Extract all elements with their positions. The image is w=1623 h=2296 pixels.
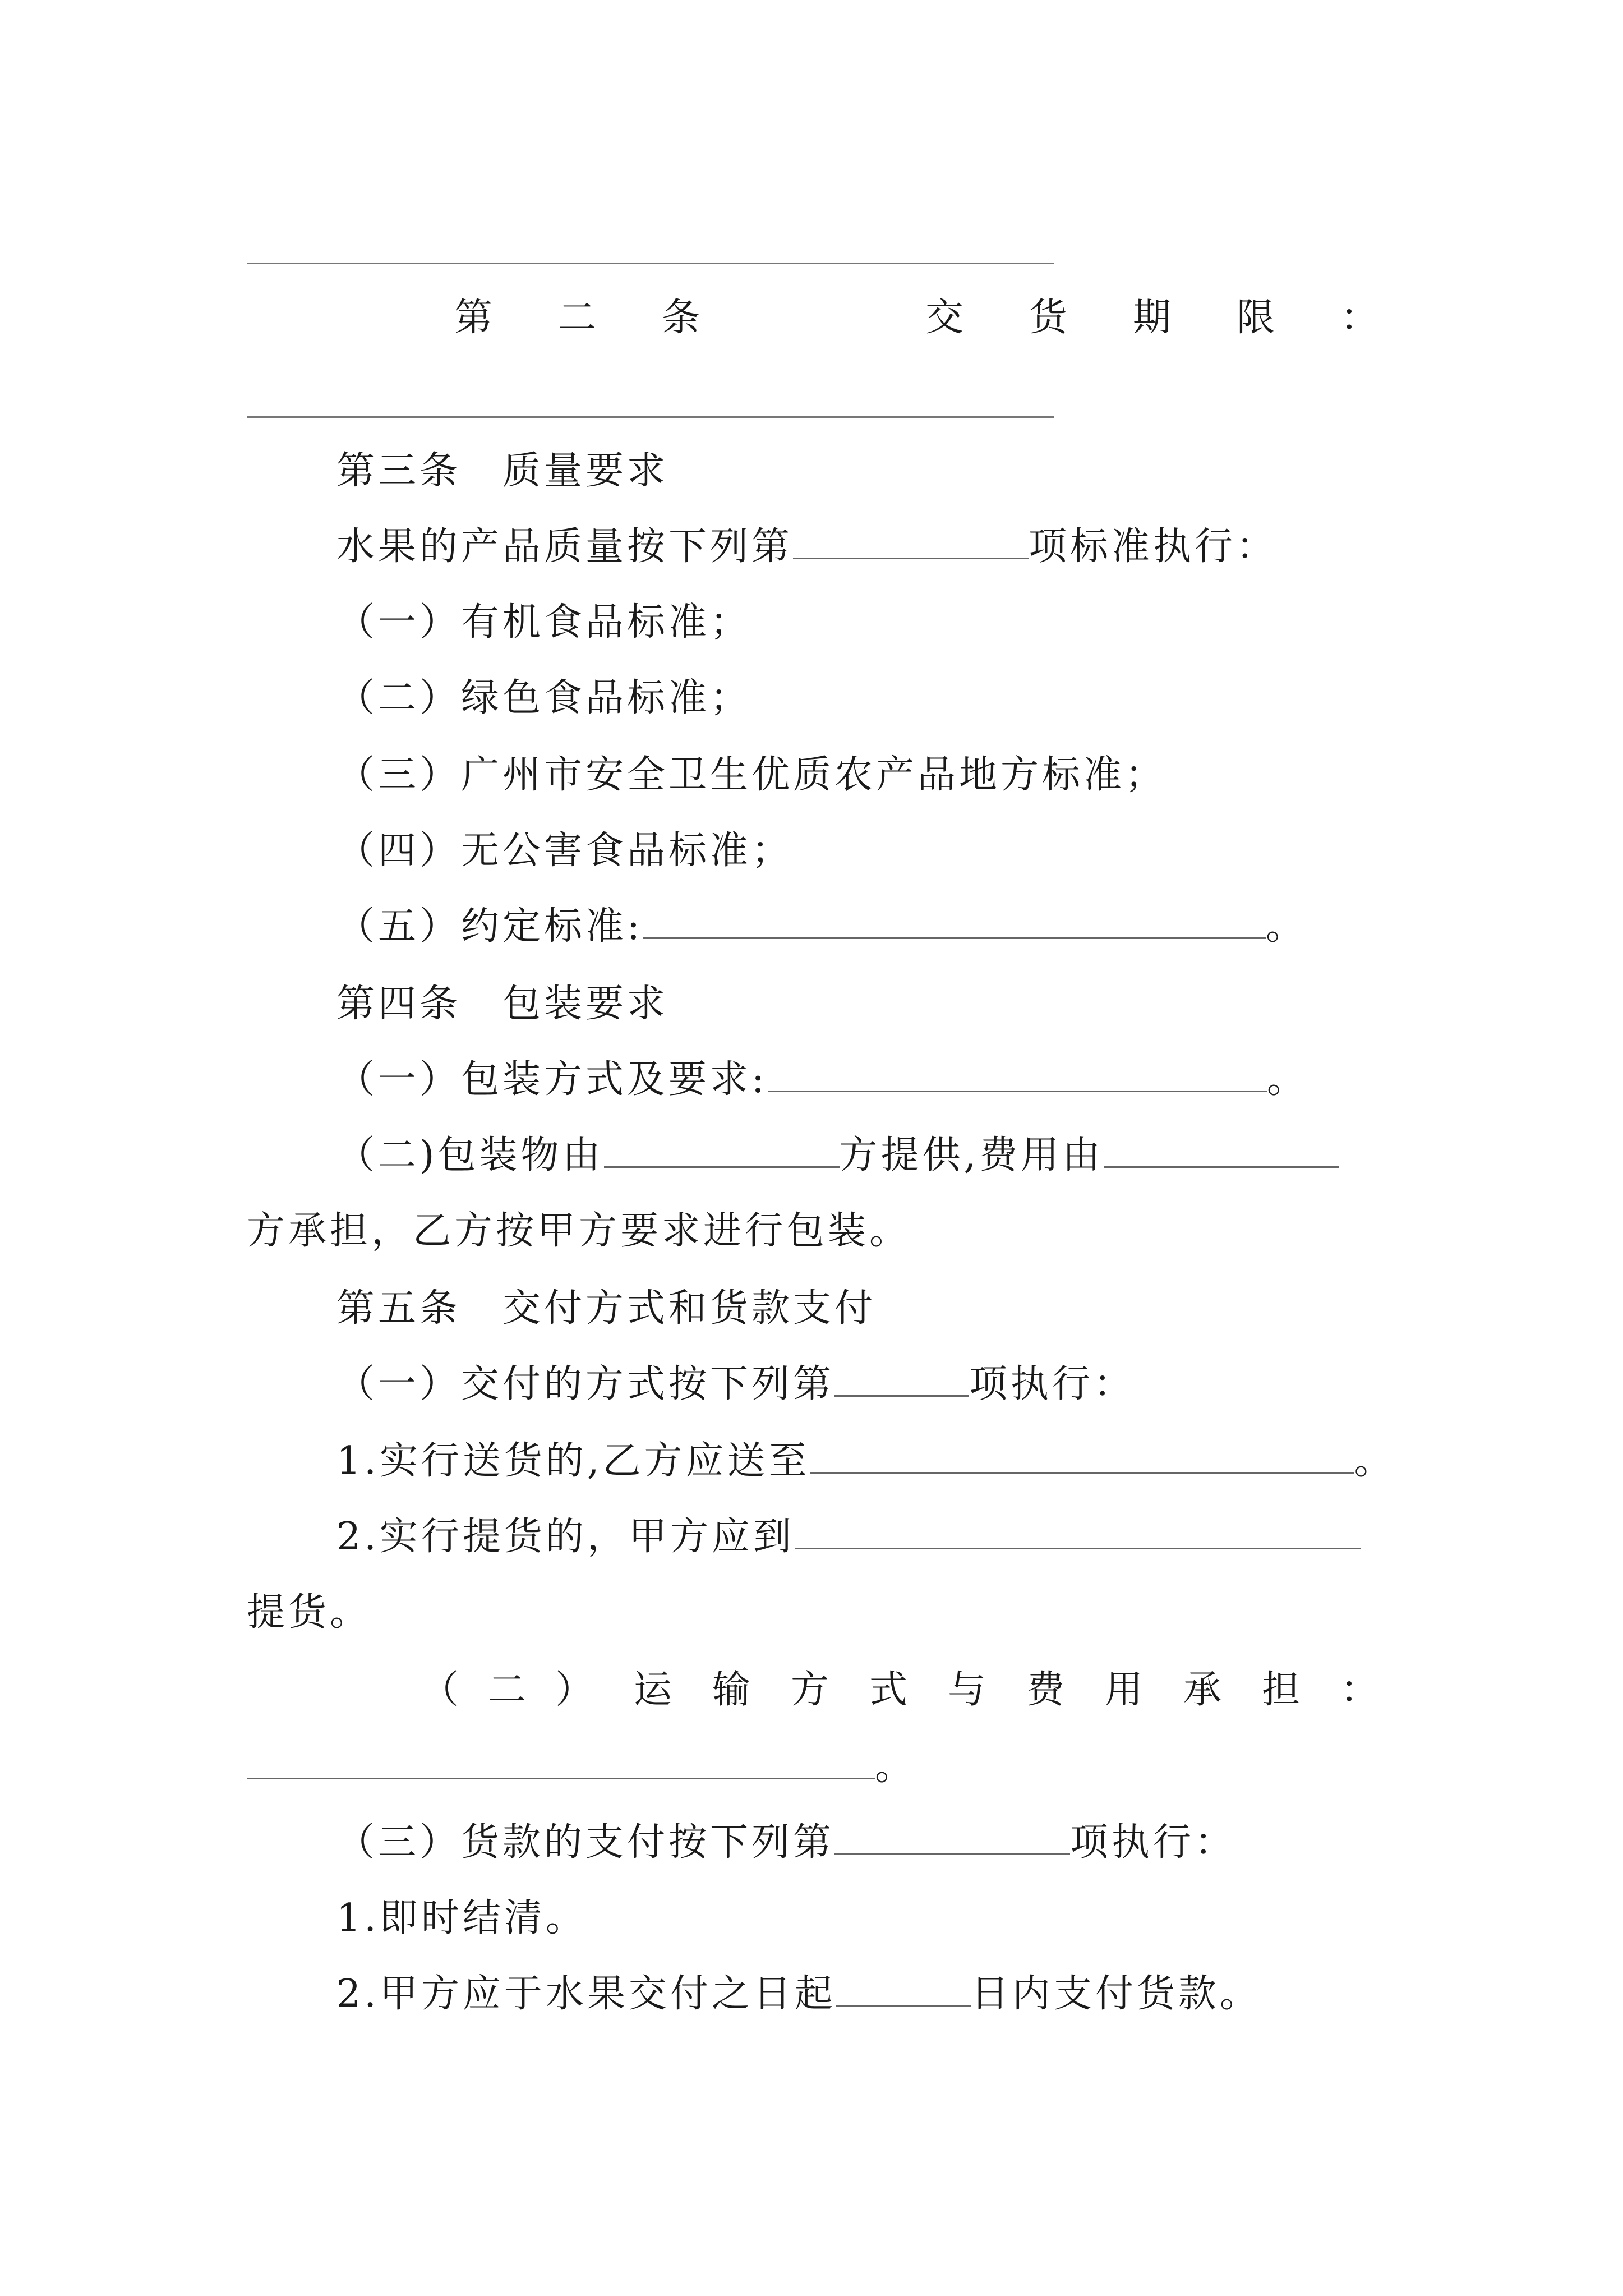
- fill-blank: [836, 1970, 971, 2007]
- delivery-option-1: [336, 1436, 1396, 1487]
- payment-option-2: [336, 1969, 1261, 2019]
- transport-char: ：: [1340, 1668, 1379, 1712]
- transport-line-cont: [247, 1742, 916, 1792]
- text: 2.实行提货的，甲方应到: [336, 1515, 795, 1559]
- heading-char: 第: [454, 296, 493, 340]
- text: 。: [1266, 1057, 1308, 1102]
- heading-char: 货: [1029, 296, 1068, 340]
- text: 2.甲方应于水果交付之日起: [336, 1972, 836, 2016]
- heading-char: 交: [925, 296, 964, 340]
- fill-blank: [834, 1360, 969, 1397]
- payment-option-1: 1.即时结清。: [336, 1896, 587, 1940]
- transport-char: （: [421, 1668, 459, 1712]
- text: 。: [1354, 1439, 1396, 1483]
- text: （五）约定标准:: [336, 904, 643, 949]
- text: 项标准执行：: [1029, 524, 1278, 569]
- packaging-material-line: [336, 1130, 1339, 1181]
- text: 项执行：: [1070, 1820, 1237, 1865]
- transport-char: 费: [1026, 1668, 1065, 1712]
- fill-blank: [834, 1819, 1070, 1855]
- agreed-standard-line: [336, 901, 1307, 952]
- text: 项执行：: [969, 1362, 1136, 1406]
- transport-char: 输: [712, 1668, 751, 1712]
- article-3-title: 第三条 质量要求: [336, 449, 669, 493]
- text: （二)包装物由: [336, 1133, 604, 1177]
- text: 。: [1265, 904, 1307, 949]
- delivery-option-2: [336, 1512, 1361, 1562]
- heading-char: 条: [662, 296, 700, 340]
- quality-standard-line: [336, 522, 1278, 572]
- article-4-title: 第四条 包装要求: [336, 982, 669, 1026]
- standard-item: （三）广州市安全卫生优质农产品地方标准；: [336, 753, 1167, 797]
- fill-blank: [793, 523, 1029, 559]
- standard-item: （四）无公害食品标准；: [336, 829, 794, 873]
- fill-blank: [768, 1056, 1267, 1092]
- blank-rule: [247, 263, 1054, 264]
- text: 日内支付货款。: [970, 1972, 1261, 2016]
- transport-char: 承: [1183, 1668, 1222, 1712]
- transport-char: ）: [555, 1668, 594, 1712]
- text: 。: [875, 1745, 917, 1789]
- fill-blank: [247, 1743, 875, 1779]
- text: （三）货款的支付按下列第: [336, 1820, 835, 1865]
- heading-char: 二: [558, 296, 597, 340]
- transport-char: 担: [1262, 1668, 1301, 1712]
- fill-blank: [795, 1513, 1361, 1549]
- heading-char: 期: [1133, 296, 1172, 340]
- transport-char: 与: [948, 1668, 986, 1712]
- standard-item: （二）绿色食品标准；: [336, 676, 752, 720]
- delivery-method-line: [336, 1359, 1135, 1410]
- transport-char: 方: [791, 1668, 829, 1712]
- payment-method-line: [336, 1818, 1236, 1868]
- transport-char: 运: [634, 1668, 672, 1712]
- heading-char: 限: [1237, 296, 1275, 340]
- packaging-material-line-cont: 方承担，乙方按甲方要求进行包装。: [247, 1209, 911, 1253]
- fill-blank: [604, 1131, 840, 1168]
- delivery-option-2-cont: 提货。: [247, 1590, 372, 1635]
- heading-char: ：: [1340, 296, 1379, 340]
- text: （一）交付的方式按下列第: [336, 1362, 835, 1406]
- packaging-method-line: [336, 1055, 1308, 1105]
- text: 水果的产品质量按下列第: [336, 524, 794, 569]
- fill-blank: [643, 903, 1266, 939]
- fill-blank: [810, 1437, 1354, 1474]
- transport-char: 式: [869, 1668, 908, 1712]
- fill-blank: [1104, 1131, 1339, 1168]
- transport-char: 用: [1105, 1668, 1144, 1712]
- text: 1.实行送货的,乙方应送至: [336, 1439, 810, 1483]
- text: 方提供,费用由: [839, 1133, 1104, 1177]
- blank-rule: [247, 416, 1054, 418]
- transport-char: 二: [488, 1668, 527, 1712]
- text: （一）包装方式及要求:: [336, 1057, 768, 1102]
- standard-item: （一）有机食品标准；: [336, 600, 752, 645]
- article-5-title: 第五条 交付方式和货款支付: [336, 1286, 877, 1331]
